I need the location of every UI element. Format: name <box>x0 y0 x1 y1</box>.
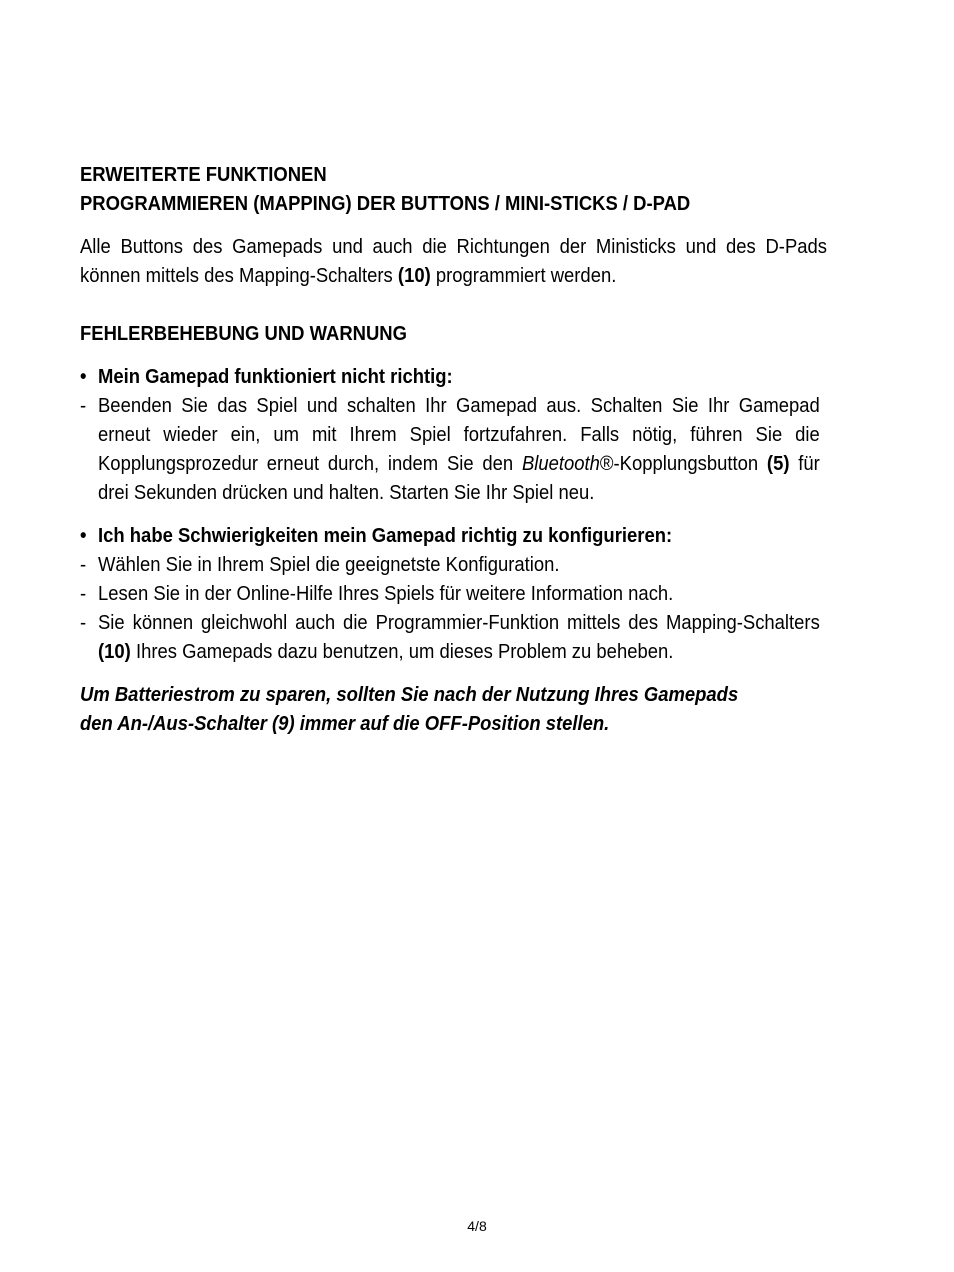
mapping-text-2: programmiert werden. <box>430 264 617 287</box>
issue-2-title <box>80 521 820 550</box>
section-heading-advanced-functions: ERWEITERTE FUNKTIONEN <box>80 163 327 186</box>
bluetooth-term: Bluetooth <box>521 452 600 475</box>
bullet-icon: • <box>80 524 87 547</box>
issue-2-solution-3-text: Sie können gleichwohl auch die Programmier-Funktion mittels des Mapping-Schalters (10) Ihres Gamepads dazu benutzen, um dieses Problem zu beheben. <box>98 611 820 663</box>
battery-note-line-1: Um Batteriestrom zu sparen, sollten Sie nach der Nutzung Ihres Gamepads <box>80 683 739 706</box>
issue-1-solution-text: Beenden Sie das Spiel und schalten Ihr Gamepad aus. Schalten Sie Ihr Gamepad erneut wieder ein, um mit Ihrem Spiel fortzufahren. Falls nötig, führen Sie die Kopplungsprozedur erneut durch, indem Sie den Bluetooth®-Kopplungsbutton (5) für drei Sekunden drücken und halten. Starten Sie Ihr Spiel neu. <box>98 394 820 504</box>
mapping-paragraph <box>80 232 827 290</box>
battery-note-line-2: den An-/Aus-Schalter (9) immer auf die OFF-Position stellen. <box>80 712 610 735</box>
issue-2-solution-1 <box>80 550 820 579</box>
section-heading-troubleshooting: FEHLERBEHEBUNG UND WARNUNG <box>80 322 407 345</box>
issue-2-solution-3 <box>80 608 820 666</box>
issue-1-solution <box>80 391 820 507</box>
button-ref-5: (5) <box>766 452 790 475</box>
issue-2-solution-2 <box>80 579 820 608</box>
section-heading-mapping: PROGRAMMIEREN (MAPPING) DER BUTTONS / MINI-STICKS / D-PAD <box>80 192 691 215</box>
mapping-ref-10: (10) <box>98 640 131 663</box>
mapping-ref-10: (10) <box>397 264 431 287</box>
issue-2-title-text: Ich habe Schwierigkeiten mein Gamepad richtig zu konfigurieren: <box>98 524 673 547</box>
page-number: 4/8 <box>467 1218 487 1234</box>
dash-marker: - <box>80 394 87 417</box>
bullet-icon: • <box>80 365 87 388</box>
issue-1-title-text: Mein Gamepad funktioniert nicht richtig: <box>98 365 453 388</box>
document-page <box>80 160 827 738</box>
dash-marker: - <box>80 553 87 576</box>
issue-2-solution-2-text: Lesen Sie in der Online-Hilfe Ihres Spiels für weitere Information nach. <box>98 582 674 605</box>
issue-2-solution-1-text: Wählen Sie in Ihrem Spiel die geeignetste Konfiguration. <box>98 553 560 576</box>
dash-marker: - <box>80 611 87 634</box>
issue-1-title <box>80 362 820 391</box>
dash-marker: - <box>80 582 87 605</box>
mapping-text-1: Alle Buttons des Gamepads und auch die Richtungen der Ministicks und des D-Pads können mittels des Mapping-Schalters <box>80 235 827 287</box>
